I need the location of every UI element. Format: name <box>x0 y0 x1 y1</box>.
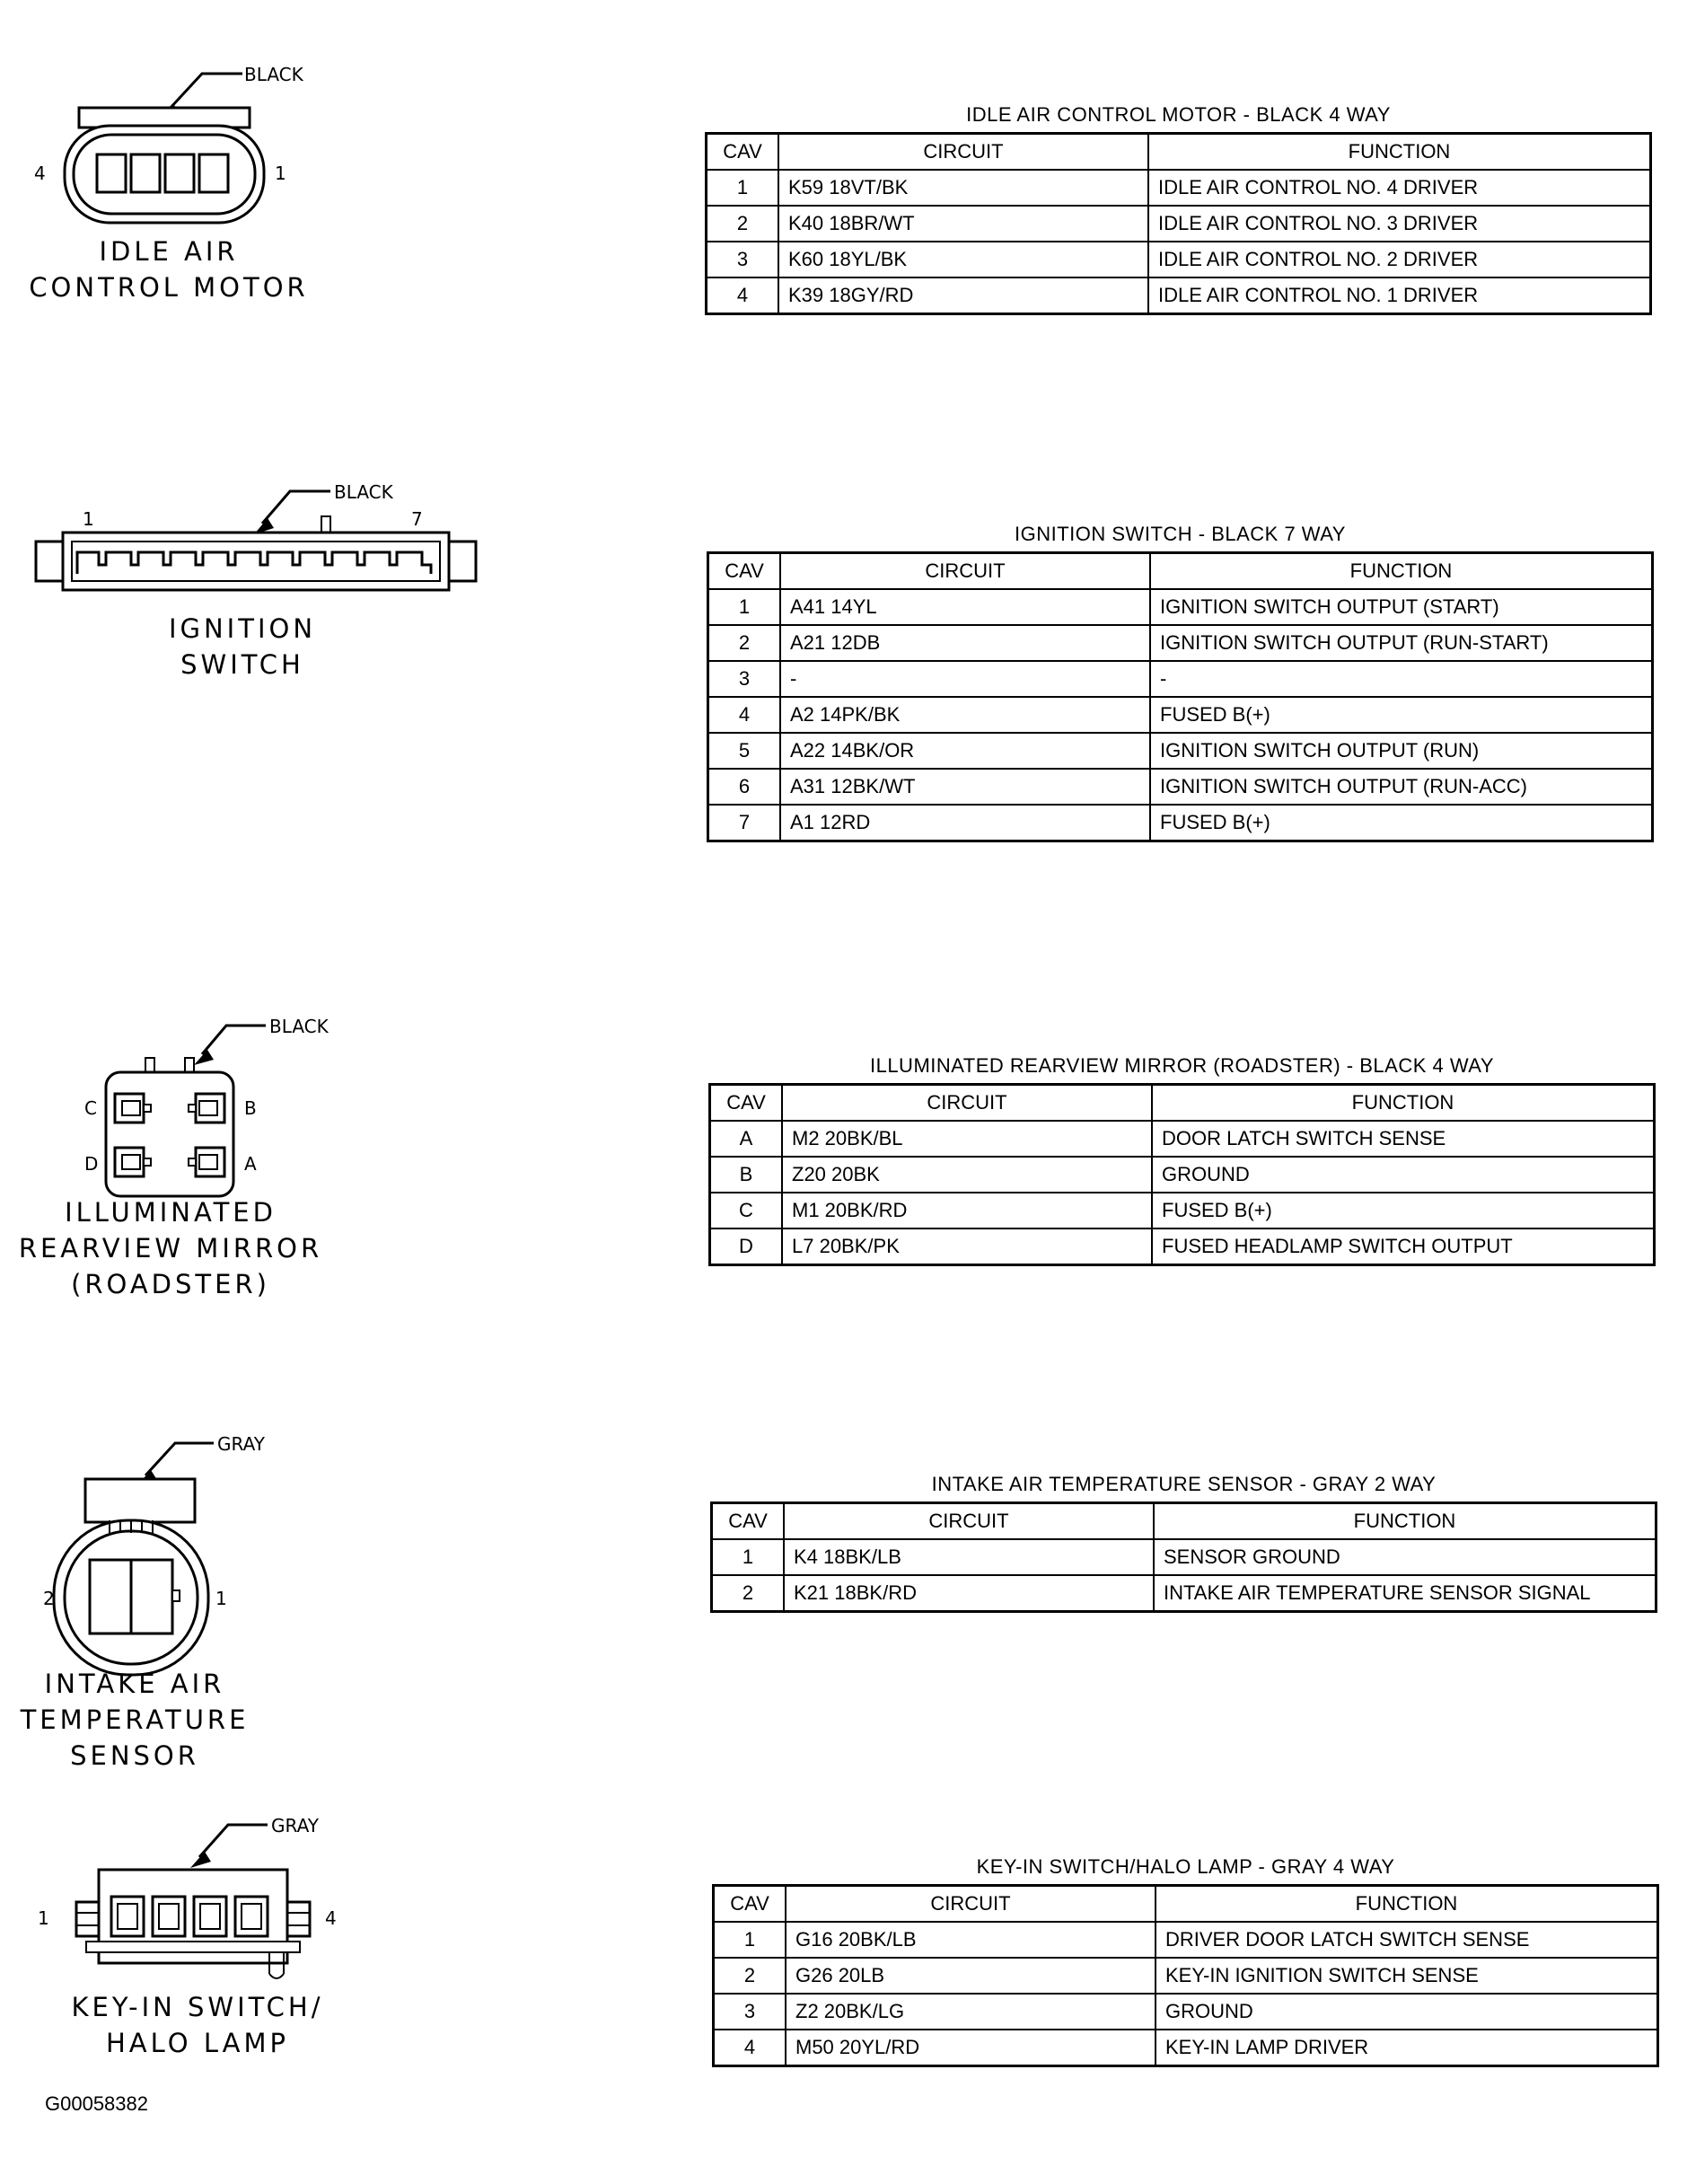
connector-name-line: TEMPERATURE <box>20 1704 250 1735</box>
connector-name-line: HALO LAMP <box>106 2028 289 2058</box>
circuit-cell: - <box>780 661 1150 697</box>
connector-name <box>0 1666 269 1774</box>
circuit-cell: K21 18BK/RD <box>784 1575 1154 1612</box>
pin-label-1: 1 <box>83 508 94 530</box>
pinout-table <box>710 1502 1657 1613</box>
table-row <box>708 769 1653 805</box>
function-cell: IDLE AIR CONTROL NO. 3 DRIVER <box>1148 206 1651 242</box>
function-cell: IGNITION SWITCH OUTPUT (RUN-ACC) <box>1150 769 1653 805</box>
connector-name-line: KEY-IN SWITCH/ <box>71 1992 324 2022</box>
function-cell: GROUND <box>1156 1994 1658 2030</box>
figure-id: G00058382 <box>45 2092 148 2115</box>
column-header-circuit: CIRCUIT <box>778 134 1148 171</box>
cav-cell: 7 <box>708 805 781 841</box>
pin-label-c: C <box>84 1097 97 1119</box>
cav-cell: 5 <box>708 733 781 769</box>
circuit-cell: A1 12RD <box>780 805 1150 841</box>
function-cell: SENSOR GROUND <box>1154 1539 1656 1575</box>
pin-label-4: 4 <box>325 1907 337 1929</box>
column-header-cav: CAV <box>712 1503 785 1540</box>
function-cell: KEY-IN IGNITION SWITCH SENSE <box>1156 1958 1658 1994</box>
function-cell: IGNITION SWITCH OUTPUT (RUN) <box>1150 733 1653 769</box>
circuit-cell: A2 14PK/BK <box>780 697 1150 733</box>
column-header-circuit: CIRCUIT <box>786 1886 1156 1923</box>
table-row <box>707 242 1651 277</box>
function-cell: IDLE AIR CONTROL NO. 4 DRIVER <box>1148 170 1651 206</box>
circuit-cell: G16 20BK/LB <box>786 1922 1156 1958</box>
connector-name-line: IGNITION <box>168 613 317 644</box>
pinout-table <box>712 1884 1659 2067</box>
table-row <box>708 661 1653 697</box>
connector-name-line: REARVIEW MIRROR <box>18 1233 323 1264</box>
table-header-row <box>708 553 1653 590</box>
table-row <box>707 206 1651 242</box>
table-title: IDLE AIR CONTROL MOTOR - BLACK 4 WAY <box>966 103 1391 126</box>
function-cell: GROUND <box>1152 1157 1655 1193</box>
connector-idle-air-control-motor <box>0 54 682 323</box>
table-row <box>708 805 1653 841</box>
function-cell: KEY-IN LAMP DRIVER <box>1156 2030 1658 2066</box>
connector-name-line: INTAKE AIR <box>44 1669 225 1699</box>
cav-cell: 4 <box>714 2030 786 2066</box>
circuit-cell: A31 12BK/WT <box>780 769 1150 805</box>
connector-name <box>45 1989 350 2061</box>
column-header-circuit: CIRCUIT <box>780 553 1150 590</box>
connector-name <box>90 611 395 682</box>
circuit-cell: A22 14BK/OR <box>780 733 1150 769</box>
function-cell: FUSED B(+) <box>1150 697 1653 733</box>
table-title: INTAKE AIR TEMPERATURE SENSOR - GRAY 2 WAY <box>931 1473 1437 1495</box>
column-header-function: FUNCTION <box>1148 134 1651 171</box>
column-header-function: FUNCTION <box>1156 1886 1658 1923</box>
color-label: BLACK <box>244 64 303 85</box>
cav-cell: 4 <box>708 697 781 733</box>
circuit-cell: Z20 20BK <box>782 1157 1152 1193</box>
table-row <box>710 1228 1655 1265</box>
table-header-row <box>710 1085 1655 1122</box>
table-row <box>714 1994 1658 2030</box>
table-row <box>707 277 1651 314</box>
color-label: BLACK <box>334 481 393 503</box>
cav-cell: 4 <box>707 277 779 314</box>
connector-name <box>18 1194 323 1302</box>
cav-cell: D <box>710 1228 783 1265</box>
pin-label-4: 4 <box>34 163 46 184</box>
column-header-cav: CAV <box>707 134 779 171</box>
function-cell: - <box>1150 661 1653 697</box>
table-row <box>708 697 1653 733</box>
circuit-cell: A21 12DB <box>780 625 1150 661</box>
function-cell: DRIVER DOOR LATCH SWITCH SENSE <box>1156 1922 1658 1958</box>
color-label: GRAY <box>217 1433 265 1455</box>
circuit-cell: L7 20BK/PK <box>782 1228 1152 1265</box>
pin-label-7: 7 <box>411 508 423 530</box>
pin-label-d: D <box>84 1153 99 1175</box>
pinout-table-block <box>712 1855 1659 2067</box>
cav-cell: 3 <box>707 242 779 277</box>
table-header-row <box>712 1503 1656 1540</box>
function-cell: FUSED HEADLAMP SWITCH OUTPUT <box>1152 1228 1655 1265</box>
pin-label-a: A <box>244 1153 257 1175</box>
column-header-circuit: CIRCUIT <box>784 1503 1154 1540</box>
pinout-table-block <box>707 523 1654 842</box>
cav-cell: C <box>710 1193 783 1228</box>
cav-cell: 2 <box>707 206 779 242</box>
pinout-table <box>705 132 1652 315</box>
column-header-cav: CAV <box>708 553 781 590</box>
cav-cell: 6 <box>708 769 781 805</box>
table-row <box>708 589 1653 625</box>
column-header-function: FUNCTION <box>1154 1503 1656 1540</box>
circuit-cell: G26 20LB <box>786 1958 1156 1994</box>
circuit-cell: A41 14YL <box>780 589 1150 625</box>
circuit-cell: M1 20BK/RD <box>782 1193 1152 1228</box>
cav-cell: 1 <box>714 1922 786 1958</box>
circuit-cell: K40 18BR/WT <box>778 206 1148 242</box>
function-cell: IGNITION SWITCH OUTPUT (RUN-START) <box>1150 625 1653 661</box>
cav-cell: A <box>710 1121 783 1157</box>
connector-key-in-switch-halo-lamp <box>0 1805 682 2074</box>
cav-cell: 2 <box>714 1958 786 1994</box>
table-row <box>714 1922 1658 1958</box>
pin-label-b: B <box>244 1097 257 1119</box>
cav-cell: 3 <box>708 661 781 697</box>
table-title: IGNITION SWITCH - BLACK 7 WAY <box>1015 523 1346 545</box>
function-cell: DOOR LATCH SWITCH SENSE <box>1152 1121 1655 1157</box>
circuit-cell: K39 18GY/RD <box>778 277 1148 314</box>
table-row <box>714 2030 1658 2066</box>
table-row <box>708 625 1653 661</box>
pinout-table-block <box>708 1054 1656 1266</box>
function-cell: INTAKE AIR TEMPERATURE SENSOR SIGNAL <box>1154 1575 1656 1612</box>
table-header-row <box>714 1886 1658 1923</box>
cav-cell: B <box>710 1157 783 1193</box>
cav-cell: 1 <box>707 170 779 206</box>
circuit-cell: M50 20YL/RD <box>786 2030 1156 2066</box>
color-label: GRAY <box>271 1815 319 1836</box>
table-row <box>712 1575 1656 1612</box>
function-cell: IDLE AIR CONTROL NO. 1 DRIVER <box>1148 277 1651 314</box>
table-row <box>712 1539 1656 1575</box>
table-title: KEY-IN SWITCH/HALO LAMP - GRAY 4 WAY <box>976 1855 1395 1878</box>
function-cell: FUSED B(+) <box>1150 805 1653 841</box>
connector-name-line: (ROADSTER) <box>71 1269 270 1299</box>
connector-name-line: ILLUMINATED <box>65 1197 277 1228</box>
circuit-cell: M2 20BK/BL <box>782 1121 1152 1157</box>
column-header-circuit: CIRCUIT <box>782 1085 1152 1122</box>
pinout-table-block <box>710 1473 1657 1613</box>
connector-illuminated-rearview-mirror <box>0 1006 682 1311</box>
pinout-table-block <box>705 103 1652 315</box>
cav-cell: 1 <box>712 1539 785 1575</box>
pin-label-2: 2 <box>43 1588 55 1609</box>
table-row <box>710 1157 1655 1193</box>
table-row <box>710 1121 1655 1157</box>
function-cell: FUSED B(+) <box>1152 1193 1655 1228</box>
circuit-cell: Z2 20BK/LG <box>786 1994 1156 2030</box>
function-cell: IGNITION SWITCH OUTPUT (START) <box>1150 589 1653 625</box>
connector-intake-air-temperature-sensor <box>0 1423 682 1774</box>
pin-label-1: 1 <box>38 1907 49 1929</box>
circuit-cell: K4 18BK/LB <box>784 1539 1154 1575</box>
column-header-function: FUNCTION <box>1150 553 1653 590</box>
circuit-cell: K60 18YL/BK <box>778 242 1148 277</box>
connector-ignition-switch <box>0 471 682 705</box>
table-row <box>708 733 1653 769</box>
table-row <box>714 1958 1658 1994</box>
function-cell: IDLE AIR CONTROL NO. 2 DRIVER <box>1148 242 1651 277</box>
connector-name-line: IDLE AIR <box>99 236 239 267</box>
circuit-cell: K59 18VT/BK <box>778 170 1148 206</box>
color-label: BLACK <box>269 1016 329 1037</box>
column-header-cav: CAV <box>714 1886 786 1923</box>
column-header-function: FUNCTION <box>1152 1085 1655 1122</box>
pin-label-1: 1 <box>275 163 286 184</box>
column-header-cav: CAV <box>710 1085 783 1122</box>
connector-name-line: SWITCH <box>180 649 304 680</box>
connector-name <box>16 233 321 305</box>
pin-label-1: 1 <box>215 1588 227 1609</box>
connector-name-line: SENSOR <box>70 1740 199 1771</box>
table-title: ILLUMINATED REARVIEW MIRROR (ROADSTER) - BLACK 4 WAY <box>869 1054 1495 1077</box>
pinout-table <box>708 1083 1656 1266</box>
pinout-table <box>707 551 1654 842</box>
cav-cell: 3 <box>714 1994 786 2030</box>
table-row <box>710 1193 1655 1228</box>
table-header-row <box>707 134 1651 171</box>
table-row <box>707 170 1651 206</box>
cav-cell: 2 <box>708 625 781 661</box>
cav-cell: 1 <box>708 589 781 625</box>
cav-cell: 2 <box>712 1575 785 1612</box>
connector-name-line: CONTROL MOTOR <box>29 272 309 303</box>
